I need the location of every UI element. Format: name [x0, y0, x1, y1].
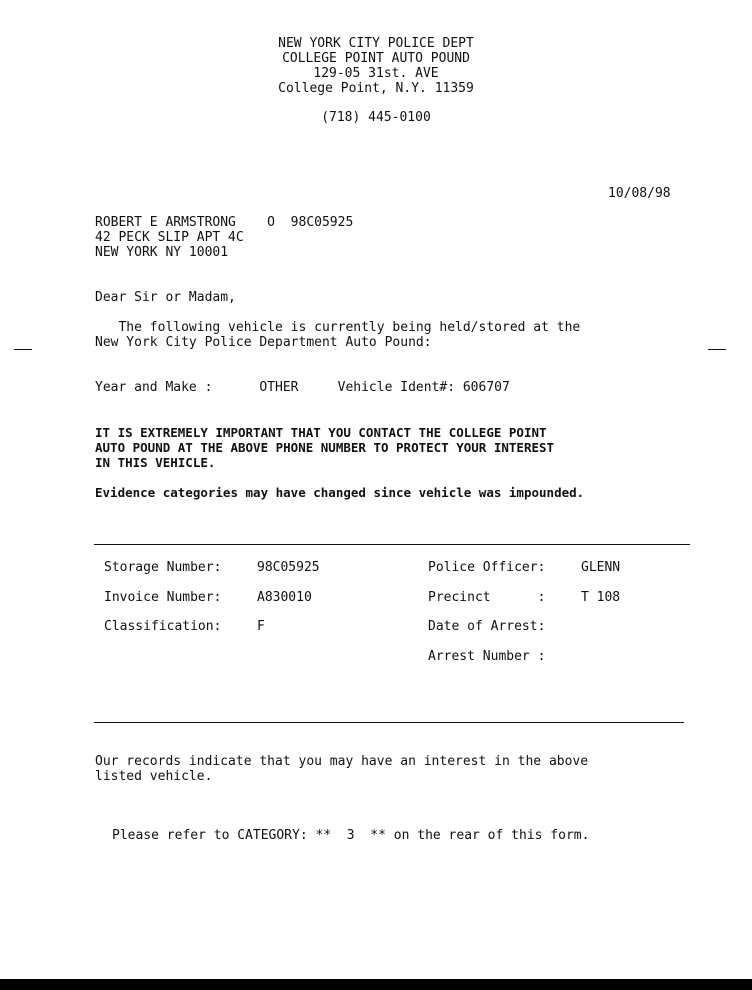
classification-value: F — [257, 619, 265, 634]
letterhead-dept: NEW YORK CITY POLICE DEPT — [278, 36, 474, 51]
invoice-number-value: A830010 — [257, 590, 312, 605]
recipient-name: ROBERT E ARMSTRONG O 98C05925 — [95, 215, 354, 230]
vehicle-info-line: Year and Make : OTHER Vehicle Ident#: 606707 — [95, 380, 510, 395]
storage-number-value: 98C05925 — [257, 560, 320, 575]
details-bottom-rule — [94, 722, 684, 723]
margin-tick-right — [708, 349, 726, 350]
letter-date: 10/08/98 — [608, 186, 671, 201]
salutation: Dear Sir or Madam, — [95, 290, 236, 305]
arrest-number-label: Arrest Number : — [428, 649, 546, 664]
classification-label: Classification: — [104, 619, 222, 634]
letterhead-street: 129-05 31st. AVE — [313, 66, 439, 81]
storage-number-label: Storage Number: — [104, 560, 222, 575]
police-officer-label: Police Officer: — [428, 560, 546, 575]
letterhead-phone: (718) 445-0100 — [321, 110, 431, 125]
letterhead-pound: COLLEGE POINT AUTO POUND — [282, 51, 470, 66]
warning-line1: IT IS EXTREMELY IMPORTANT THAT YOU CONTACT THE COLLEGE POINT — [95, 425, 547, 440]
category-reference: Please refer to CATEGORY: ** 3 ** on the rear of this form. — [112, 828, 590, 843]
recipient-address-line1: 42 PECK SLIP APT 4C — [95, 230, 244, 245]
letterhead-city: College Point, N.Y. 11359 — [278, 81, 474, 96]
details-top-rule — [94, 544, 690, 545]
recipient-address-line2: NEW YORK NY 10001 — [95, 245, 229, 260]
body-paragraph-line2: New York City Police Department Auto Pound: — [95, 335, 432, 350]
records-line2: listed vehicle. — [95, 769, 213, 784]
precinct-value: T 108 — [581, 590, 621, 605]
records-line1: Our records indicate that you may have an interest in the above — [95, 754, 589, 769]
warning-line3: IN THIS VEHICLE. — [95, 455, 216, 470]
invoice-number-label: Invoice Number: — [104, 590, 222, 605]
warning-line2: AUTO POUND AT THE ABOVE PHONE NUMBER TO PROTECT YOUR INTEREST — [95, 440, 555, 455]
police-officer-value: GLENN — [581, 560, 621, 575]
evidence-notice: Evidence categories may have changed since vehicle was impounded. — [95, 485, 585, 500]
date-of-arrest-label: Date of Arrest: — [428, 619, 546, 634]
body-paragraph-line1: The following vehicle is currently being held/stored at the — [95, 320, 581, 335]
margin-tick-left — [14, 349, 32, 350]
scan-edge-bar — [0, 979, 752, 990]
precinct-label: Precinct : — [428, 590, 546, 605]
